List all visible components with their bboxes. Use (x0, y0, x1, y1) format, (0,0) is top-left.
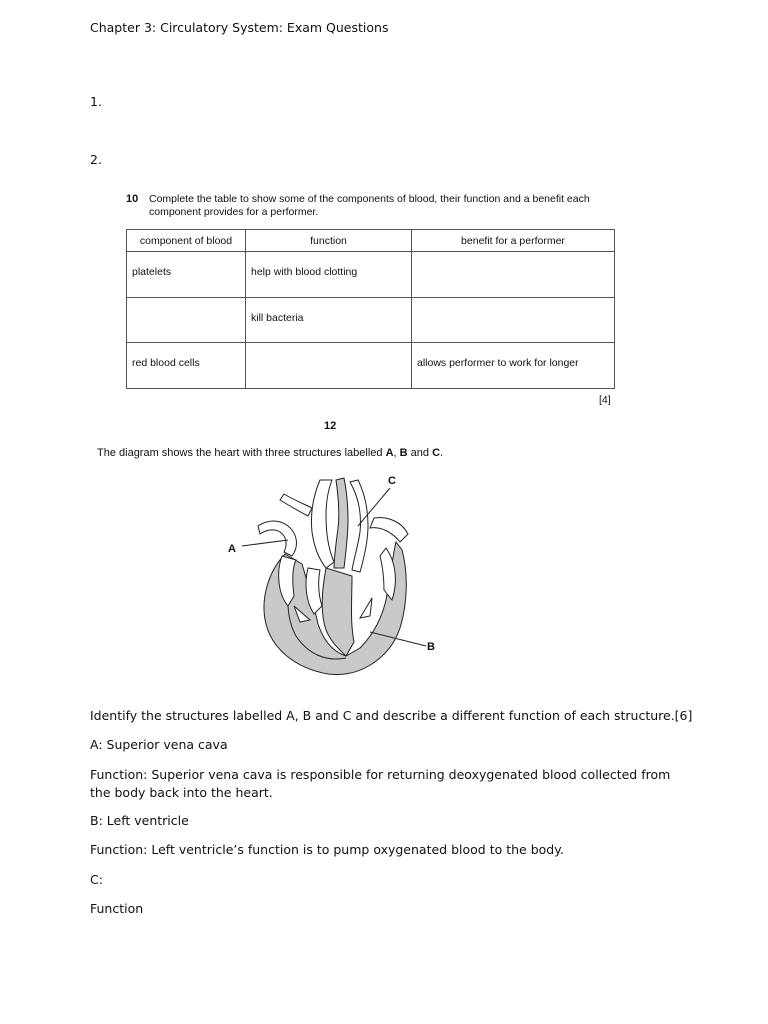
leader-line-a (242, 540, 288, 546)
diagram-label-a: A (228, 543, 236, 555)
question-number-2: 2. (90, 152, 102, 167)
question-12-number: 12 (324, 420, 337, 432)
table-cell (246, 343, 412, 389)
answer-c: C: (90, 872, 103, 887)
question-number-1: 1. (90, 94, 102, 109)
table-cell (127, 297, 246, 343)
table-cell: help with blood clotting (246, 252, 412, 298)
table-cell: platelets (127, 252, 246, 298)
table-row (127, 343, 615, 389)
answer-a: A: Superior vena cava (90, 737, 228, 752)
answer-a-function: Function: Superior vena cava is responsible for returning deoxygenated blood collected from the body back into the heart. (90, 767, 671, 800)
table-header-row (127, 230, 615, 252)
question-10-marks: [4] (599, 394, 611, 406)
intro-text: The diagram shows the heart with three structures labelled (97, 447, 386, 459)
page-title: Chapter 3: Circulatory System: Exam Questions (90, 20, 389, 35)
valve-right (360, 598, 372, 618)
table-cell: kill bacteria (246, 297, 412, 343)
table-row (127, 297, 615, 343)
intro-end: . (440, 447, 444, 459)
diagram-label-c: C (388, 475, 396, 487)
question-10-number: 10 (126, 193, 139, 205)
intro-separator: , (393, 447, 400, 459)
aorta (311, 480, 334, 568)
answer-b-function: Function: Left ventricle’s function is to pump oxygenated blood to the body. (90, 842, 564, 857)
vessel-right-branch (370, 518, 408, 542)
table-header-cell: benefit for a performer (412, 230, 615, 252)
answer-b: B: Left ventricle (90, 813, 189, 828)
diagram-label-b: B (427, 641, 435, 653)
pulmonary-artery (350, 480, 368, 572)
aorta-arch (334, 478, 348, 568)
answer-c-function: Function (90, 901, 144, 916)
table-cell (412, 297, 615, 343)
intro-label-b: B (399, 447, 408, 459)
question-12-intro (97, 447, 443, 459)
vessel-top-left (280, 494, 312, 516)
intro-label-a: A (385, 447, 394, 459)
question-10-text: Complete the table to show some of the components of blood, their function and a benefit each component provides for a performer. (149, 193, 590, 218)
blood-components-table (126, 229, 615, 389)
intro-label-c: C (432, 447, 441, 459)
table-cell: red blood cells (127, 343, 246, 389)
vessel-left-branch (258, 521, 297, 556)
intro-separator: and (407, 447, 433, 459)
table-header-cell: function (246, 230, 412, 252)
table-row (127, 252, 615, 298)
table-header-cell: component of blood (127, 230, 246, 252)
table-cell (412, 252, 615, 298)
table-cell: allows performer to work for longer (412, 343, 615, 389)
heart-diagram (222, 472, 452, 687)
answers-prompt: Identify the structures labelled A, B and C and describe a different function of each structure.[6] (90, 708, 693, 723)
